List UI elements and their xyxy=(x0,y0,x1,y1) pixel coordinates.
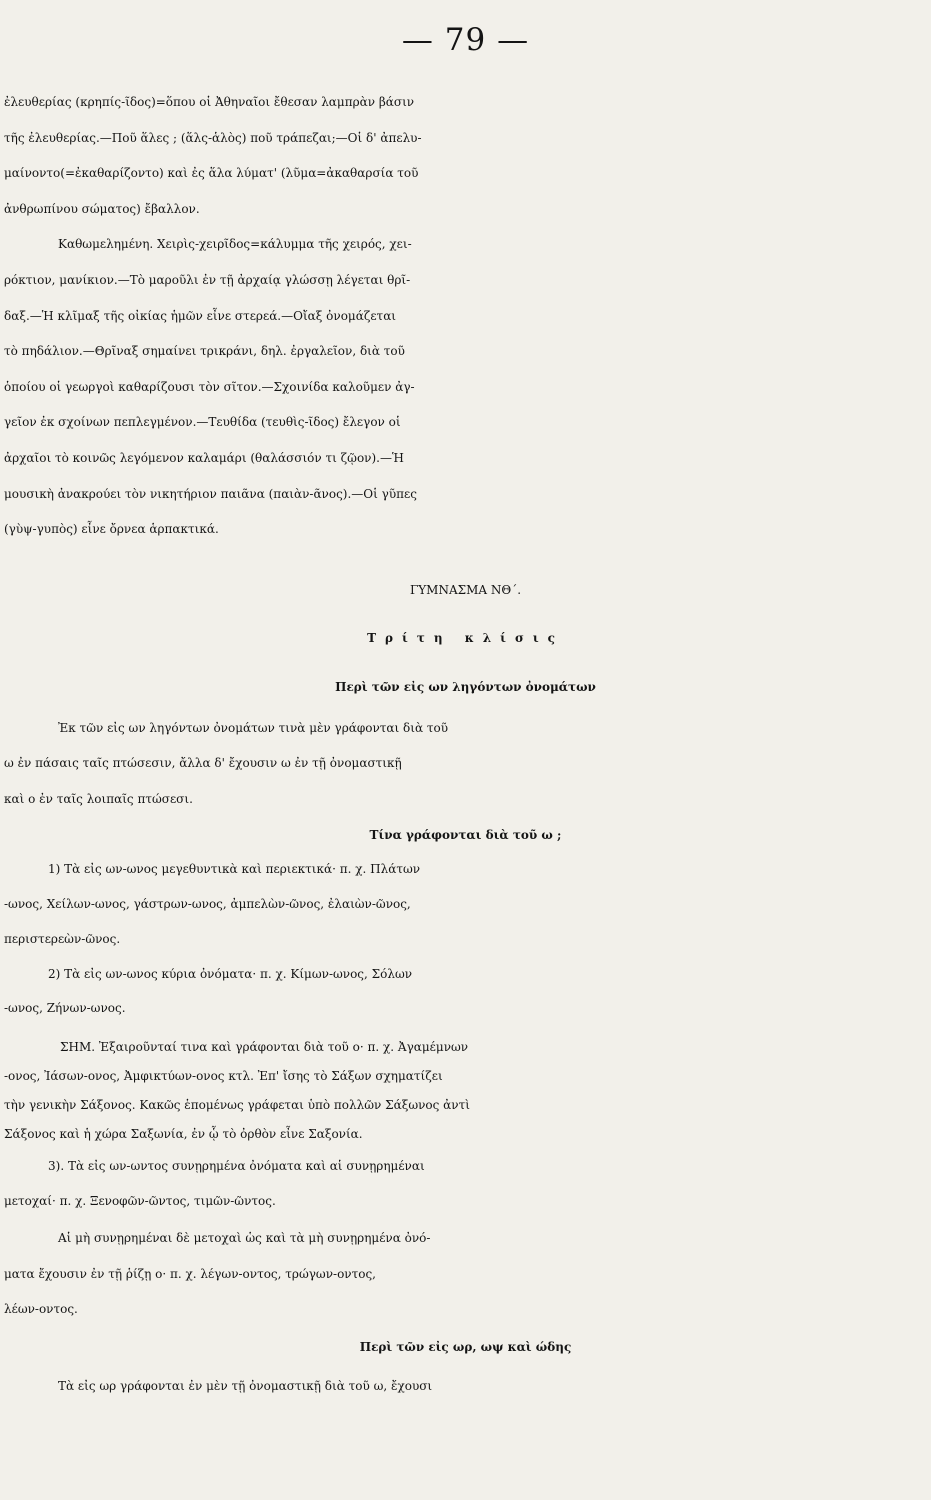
note-line: τὴν γενικὴν Σάξονος. Κακῶς ἑπομένως γράφεται ὑπὸ πολλῶν Σάξωνος ἀντὶ xyxy=(4,1098,470,1112)
text-line: Τὰ εἰς ωρ γράφονται ἐν μὲν τῇ ὀνομαστικῇ διὰ τοῦ ω, ἔχουσι xyxy=(58,1379,433,1393)
text-line: λέων-οντος. xyxy=(4,1302,78,1316)
text-line: περιστερεὼν-ῶνος. xyxy=(4,932,121,946)
text-line: καὶ ο ἐν ταῖς λοιπαῖς πτώσεσι. xyxy=(4,792,193,806)
text-line: μετοχαί· π. χ. Ξενοφῶν-ῶντος, τιμῶν-ῶντος. xyxy=(4,1194,276,1208)
text-line: τὸ πηδάλιον.—Θρῖναξ σημαίνει τρικράνι, δηλ. ἐργαλεῖον, διὰ τοῦ xyxy=(4,344,405,358)
text-line: ἀρχαῖοι τὸ κοινῶς λεγόμενον καλαμάρι (θαλάσσιόν τι ζῷον).—Ἡ xyxy=(4,451,404,465)
text-line: (γὺψ-γυπὸς) εἶνε ὄρνεα ἁρπακτικά. xyxy=(4,522,219,536)
text-line: γεῖον ἐκ σχοίνων πεπλεγμένον.—Τευθίδα (τευθὶς-ῖδος) ἔλεγον οἱ xyxy=(4,415,401,429)
text-line: μαίνοντο(=ἐκαθαρίζοντο) καὶ ἐς ἅλα λύματ' (λῦμα=ἀκαθαρσία τοῦ xyxy=(4,166,419,180)
section-heading: Τρίτη κλίσις xyxy=(367,631,564,645)
note-line: ΣΗΜ. Ἐξαιροῦνταί τινα καὶ γράφονται διὰ τοῦ ο· π. χ. Ἀγαμέμνων xyxy=(60,1040,469,1054)
text-line: 3). Τὰ εἰς ων-ωντος συνῃρημένα ὀνόματα καὶ αἱ συνῃρημέναι xyxy=(48,1159,425,1173)
text-line: Ἐκ τῶν εἰς ων ληγόντων ὀνομάτων τινὰ μὲν γράφονται διὰ τοῦ xyxy=(58,721,449,735)
text-line: Αἱ μὴ συνῃρημέναι δὲ μετοχαὶ ὡς καὶ τὰ μὴ συνῃρημένα ὀνό- xyxy=(58,1231,431,1245)
text-line: μουσικὴ ἀνακρούει τὸν νικητήριον παιᾶνα (παιὰν-ᾶνος).—Οἱ γῦπες xyxy=(4,487,417,501)
text-line: τῆς ἐλευθερίας.—Ποῦ ἅλες ; (ἅλς-ἁλὸς) ποῦ τράπεζαι;—Οἱ δ' ἀπελυ- xyxy=(4,131,422,145)
text-line: ματα ἔχουσιν ἐν τῇ ῥίζῃ ο· π. χ. λέγων-οντος, τρώγων-οντος, xyxy=(4,1267,376,1281)
text-line: 1) Τὰ εἰς ων-ωνος μεγεθυντικὰ καὶ περιεκτικά· π. χ. Πλάτων xyxy=(48,862,421,876)
exercise-heading: ΓΥΜΝΑΣΜΑ ΝΘ΄. xyxy=(409,583,522,597)
page-number: — 79 — xyxy=(401,22,530,58)
note-line: Σάξονος καὶ ἡ χώρα Σαξωνία, ἐν ᾧ τὸ ὀρθὸν εἶνε Σαξονία. xyxy=(4,1127,363,1141)
text-line: ἐλευθερίας (κρηπίς-ῖδος)=ὅπου οἱ Ἀθηναῖοι ἔθεσαν λαμπρὰν βάσιν xyxy=(4,95,415,109)
text-line: ω ἐν πάσαις ταῖς πτώσεσιν, ἄλλα δ' ἔχουσιν ω ἐν τῇ ὀνομαστικῇ xyxy=(4,756,402,770)
text-line: ἀνθρωπίνου σώματος) ἔβαλλον. xyxy=(4,202,200,216)
subsection-heading: Τίνα γράφονται διὰ τοῦ ω ; xyxy=(369,828,562,842)
text-line: -ωνος, Ζήνων-ωνος. xyxy=(4,1001,126,1015)
text-line: Καθωμελημένη. Χειρὶς-χειρῖδος=κάλυμμα τῆς χειρός, χει- xyxy=(58,237,412,251)
text-line: ὁποίου οἱ γεωργοὶ καθαρίζουσι τὸν σῖτον.—Σχοινίδα καλοῦμεν ἀγ- xyxy=(4,380,415,394)
text-line: 2) Τὰ εἰς ων-ωνος κύρια ὀνόματα· π. χ. Κίμων-ωνος, Σόλων xyxy=(48,967,413,981)
text-line: δαξ.—Ἡ κλῖμαξ τῆς οἰκίας ἡμῶν εἶνε στερεά.—Οἴαξ ὀνομάζεται xyxy=(4,309,396,323)
text-line: ρόκτιον, μανίκιον.—Τὸ μαροῦλι ἐν τῇ ἀρχαίᾳ γλώσσῃ λέγεται θρῖ- xyxy=(4,273,411,287)
subsection-heading: Περὶ τῶν εἰς ων ληγόντων ὀνομάτων xyxy=(335,680,596,694)
subsection-heading: Περὶ τῶν εἰς ωρ, ωψ καὶ ώδης xyxy=(359,1340,572,1354)
note-line: -ονος, Ἰάσων-ονος, Ἀμφικτύων-ονος κτλ. Ἐπ' ἴσης τὸ Σάξων σχηματίζει xyxy=(4,1069,443,1083)
text-line: -ωνος, Χείλων-ωνος, γάστρων-ωνος, ἀμπελὼν-ῶνος, ἐλαιὼν-ῶνος, xyxy=(4,897,411,911)
